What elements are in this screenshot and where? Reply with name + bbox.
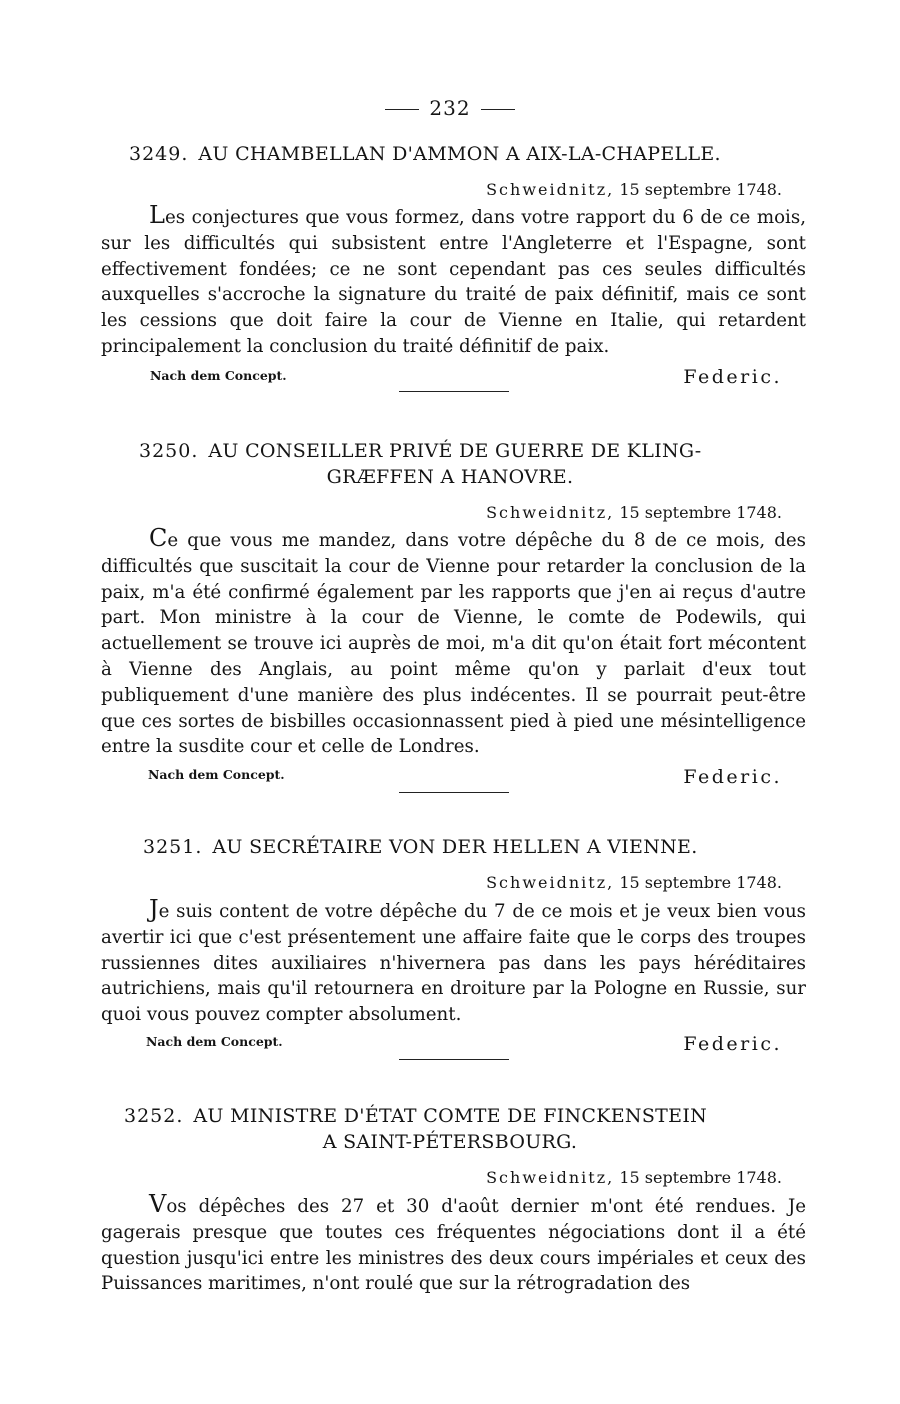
letter-heading: [139, 440, 701, 462]
letter-heading: [124, 1105, 707, 1127]
letter-heading: [143, 836, 698, 858]
drop-initial: J: [149, 895, 159, 923]
source-note: Nach dem Concept.: [148, 767, 285, 782]
drop-initial: V: [149, 1190, 167, 1218]
letter-place-date: [486, 503, 782, 522]
signature: Federic.: [683, 1033, 782, 1055]
signature: Federic.: [683, 766, 782, 788]
letter-number: 3250.: [139, 440, 199, 462]
letter-heading-continued: GRÆFFEN A HANOVRE.: [326, 466, 574, 488]
dash-left: [385, 109, 419, 110]
letter-title: AU MINISTRE D'ÉTAT COMTE DE FINCKENSTEIN: [193, 1105, 708, 1127]
letter-date: 15 septembre 1748.: [619, 503, 782, 522]
page-number-text: 232: [429, 96, 471, 120]
letter-number: 3249.: [129, 143, 189, 165]
drop-initial: C: [149, 524, 168, 552]
dash-right: [481, 109, 515, 110]
letter-body: [101, 897, 806, 1028]
letter-text: es conjectures que vous formez, dans votre rapport du 6 de ce mois, sur les difficultés qui subsistent entre l'Angleterre et l'Espagne, sont effectivement fondées; ce ne sont cependant pas ces seules difficultés auxquelles s'accroche la signature du traité de paix définitif, mais ce sont les cessions que doit faire la cour de Vienne en Italie, qui retardent principalement la conclusion du traité définitif de paix.: [101, 207, 806, 357]
letter-text: os dépêches des 27 et 30 d'août dernier m'ont été rendues. Je gagerais presque que toutes ces fréquentes négociations dont il a été question jusqu'ici entre les ministres des deux cours impériales et ceux des Puissances maritimes, n'ont roulé que sur la rétrogradation des: [101, 1196, 806, 1295]
separator-rule: [399, 792, 509, 793]
letter-place: Schweidnitz,: [486, 1168, 615, 1187]
letter-place: Schweidnitz,: [486, 873, 615, 892]
source-note: Nach dem Concept.: [150, 368, 287, 383]
separator-rule: [399, 391, 509, 392]
letter-heading-continued: A SAINT-PÉTERSBOURG.: [322, 1131, 578, 1153]
letter-date: 15 septembre 1748.: [619, 180, 782, 199]
letter-text: e suis content de votre dépêche du 7 de ce mois et je veux bien vous avertir ici que c'est présentement une affaire faite que le corps des troupes russiennes dites auxiliaires n'hivernera pas dans les pays héréditaires autrichiens, mais qu'il retournera en droiture par la Pologne en Russie, sur quoi vous pouvez compter absolument.: [101, 901, 806, 1026]
letter-number: 3251.: [143, 836, 203, 858]
signature: Federic.: [683, 366, 782, 388]
letter-place-date: [486, 180, 782, 199]
letter-text: e que vous me mandez, dans votre dépêche du 8 de ce mois, des difficultés que suscitait la cour de Vienne pour retarder la conclusion de la paix, m'a été confirmé également par les rapports que j'en ai reçus d'autre part. Mon ministre à la cour de Vienne, le comte de Podewils, qui actuellement se trouve ici auprès de moi, m'a dit qu'on était fort mécontent à Vienne des Anglais, au point même qu'on y parlait d'eux tout publiquement d'une manière des plus indécentes. Il se pourrait peut-être que ces sortes de bisbilles occasionnassent pied à pied une mésintelligence entre la susdite cour et celle de Londres.: [101, 530, 806, 758]
letter-title: AU CONSEILLER PRIVÉ DE GUERRE DE KLING-: [208, 440, 702, 462]
drop-initial: L: [149, 201, 165, 229]
letter-date: 15 septembre 1748.: [619, 873, 782, 892]
letter-place: Schweidnitz,: [486, 503, 615, 522]
letter-body: [101, 1192, 806, 1297]
letter-body: [101, 203, 806, 360]
letter-number: 3252.: [124, 1105, 184, 1127]
letter-place-date: [486, 873, 782, 892]
page-number: [0, 96, 900, 120]
letter-heading: [129, 143, 721, 165]
letter-title: AU SECRÉTAIRE VON DER HELLEN A VIENNE.: [212, 836, 698, 858]
letter-place-date: [486, 1168, 782, 1187]
letter-place: Schweidnitz,: [486, 180, 615, 199]
source-note: Nach dem Concept.: [146, 1034, 283, 1049]
letter-date: 15 septembre 1748.: [619, 1168, 782, 1187]
letter-title: AU CHAMBELLAN D'AMMON A AIX-LA-CHAPELLE.: [198, 143, 721, 165]
letter-body: [101, 526, 806, 760]
separator-rule: [399, 1059, 509, 1060]
